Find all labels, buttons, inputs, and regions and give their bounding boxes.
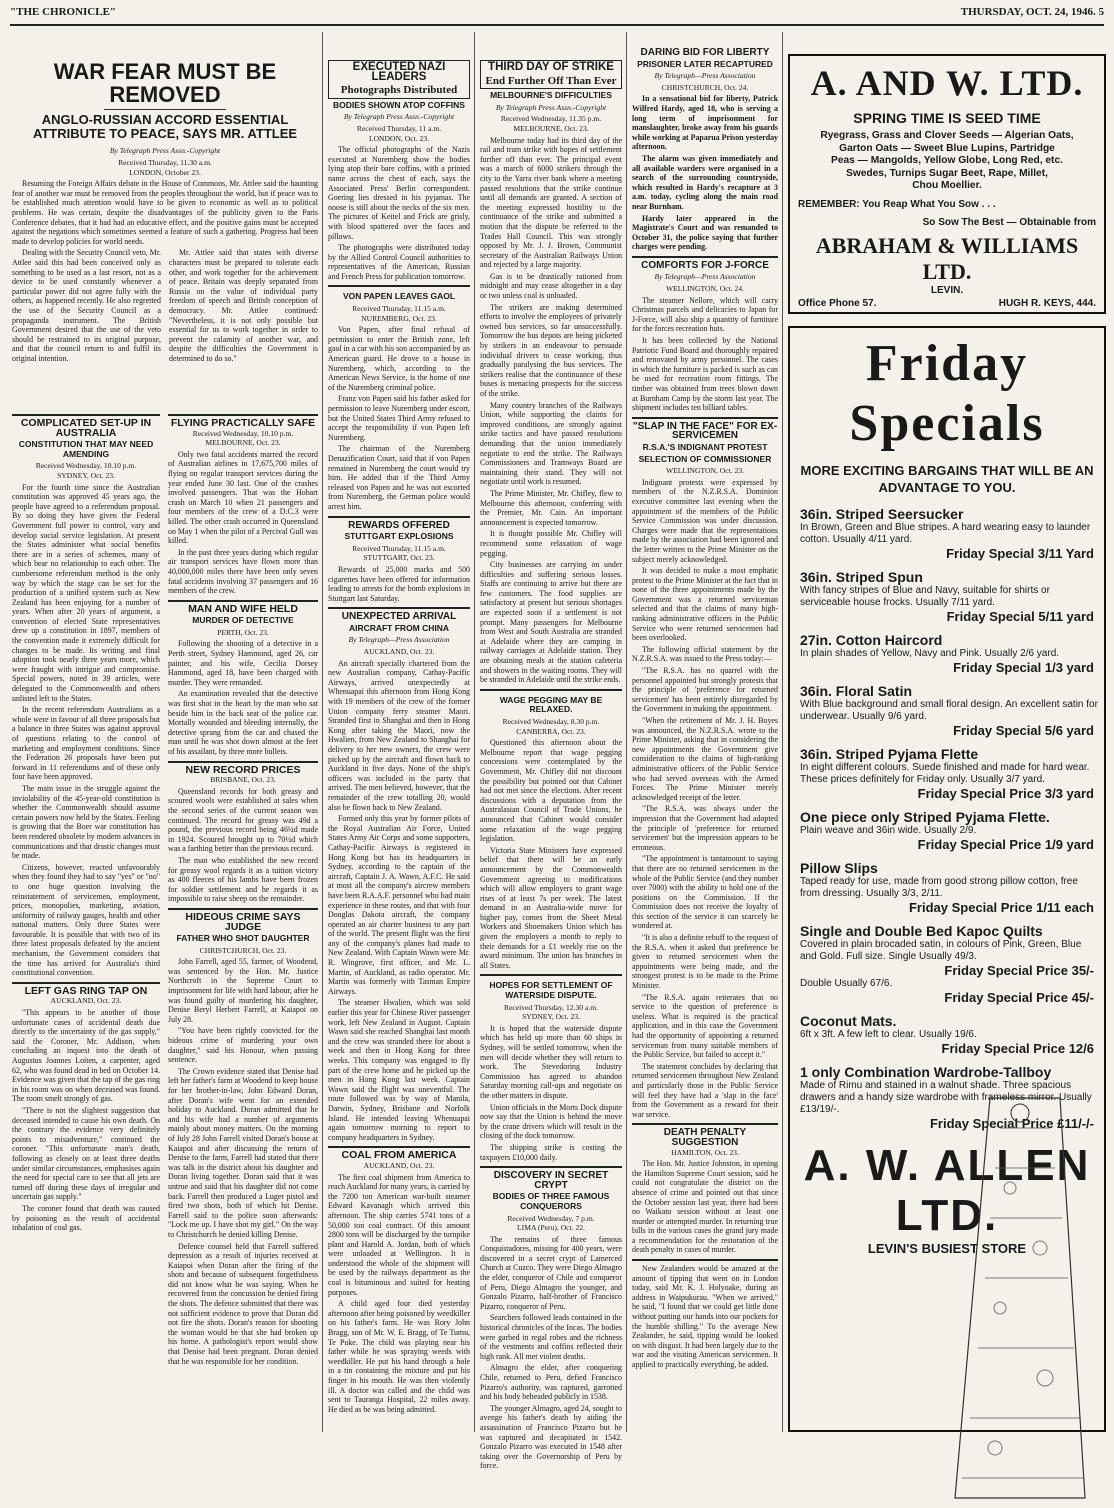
column-5: [632, 40, 778, 1434]
special-item: [800, 506, 1094, 561]
war-credit: By Telegraph Press Assn.-Copyright: [109, 146, 221, 156]
strike-sub2: MELBOURNE'S DIFFICULTIES: [490, 90, 612, 101]
liberty-para: Hardy later appeared in the Magistrate's Court and was remanded to October 31, the police saying that further charges were pending.: [632, 213, 778, 252]
aw-town: LEVIN.: [930, 284, 964, 296]
arrival-subhead: AIRCRAFT FROM CHINA: [348, 622, 450, 633]
slap-para: Indignant protests were expressed by members of the N.Z.R.S.A. Dominion executive committee last evening when the appointment of the members of the Public Service Commission was under discussion. Charges were made that the representations made by the association had been ignored and the letter written to the Prime Minister on the subject merely acknowledged.: [632, 477, 778, 564]
wage-headline: WAGE PEGGING MAY BE RELAXED.: [499, 694, 603, 715]
crypt-para: The younger Almagro, aged 24, sought to avenge his father's death by aiding the assassination of Francisco Pizarro but he was captured and decapitated in 1542. Gonzalo Pizarro was executed in 1548 after taking over the Governorship of Peru by force.: [480, 1403, 622, 1471]
special-item-price: Friday Special Price £11/-/-: [929, 1116, 1094, 1131]
special-item: [800, 746, 1094, 801]
arrival-para: An aircraft specially chartered from the new Australian company, Cathay-Pacific Airways, arrived unexpectedly at Whenuapai this afternoon from Hong Kong with 19 members of the crew of the former Union company ferry steamer Maori. Stranded first in Shanghai and then in Hong Kong after taking the Maori, now the Hwalien, from New Zealand to Shanghai for delivery to her new owners, the crew were picked up by the aircraft and flown back to Auckland in five days. None of the ship's officers was included in the party that arrived. The men believed, however, that the remainder of the crew totalling 20, would also be flown back to New Zealand.: [328, 658, 470, 812]
aw-phone: Office Phone 57.: [798, 297, 877, 309]
papen-received: Received Thursday, 11.15 a.m.: [352, 304, 446, 314]
waterside-para: The shipping strike is costing the taxpayers £10,000 daily.: [480, 1142, 622, 1162]
slap-para: "When the retirement of Mr. J. H. Boyes was announced, the N.Z.R.S.A. wrote to the Prime Minister, asking that in considering the new appointments the Government give consideration to the claims of high-ranking administrative officers of the Public Service who had served overseas with the Armed Forces. The Prime Minister merely acknowledged receipt of the letter.: [632, 716, 778, 802]
allen-slogan: LEVIN'S BUSIEST STORE: [867, 1241, 1027, 1256]
special-item-name: Single and Double Bed Kapoc Quilts: [800, 923, 1043, 939]
slap-para: The statement concludes by declaring that returned servicemen throughout New Zealand and particularly those in the Public Service will feel they have had a 'slap in the face' from the Government as a reward for their war service.: [632, 1061, 778, 1119]
rewards-subhead: STUTTGART EXPLOSIONS: [344, 531, 454, 542]
arrival-para: The steamer Hwalien, which was sold earlier this year for Chinese River passenger work, left New Zealand in August. Captain Wawn said she reached Shanghai last month and the crew was stranded there for about a week and then in Hong Kong for three weeks. This company was engaged to fly part of the crew home and he picked up the men in Hong Kong last week. Captain Wawn said the flight was uneventful. The route followed was by way of Manila, Darwin, Sydney, Brisbane and Norfolk Island. He intended leaving Whenuapai again tomorrow morning to report to company headquarters in Sydney.: [328, 998, 470, 1142]
crypt-para: Searchers followed leads contained in the historical chronicles of the Incas. The bodies were garbed in regal robes and the richness of the vestments and coffins reflected their high rank. All met violent deaths.: [480, 1313, 622, 1361]
special-item: [800, 683, 1098, 738]
coal-headline: COAL FROM AMERICA: [341, 1149, 457, 1162]
death-dateline: HAMILTON, Oct. 23.: [671, 1147, 739, 1157]
prices-para: Queensland records for both greasy and scoured wools were established at sales when the second series of the current season was continued. The record for greasy was 49d a pound, the previous record being 46¼d made in 1924. Scoured brought up to 70½d which was a farthing better than the previous record.: [168, 786, 318, 854]
complicated-headline: COMPLICATED SET-UP IN AUSTRALIA: [20, 417, 152, 439]
war-received: Received Thursday, 11.30 a.m.: [118, 158, 212, 168]
jforce-credit: By Telegraph—Press Association: [654, 272, 756, 282]
issue-date: THURSDAY, OCT. 24, 1946. 5: [960, 6, 1104, 18]
liberty-para: In a sensational bid for liberty, Patrick Wilfred Hardy, aged 18, who is serving a long term of imprisonment for manslaughter, broke away from his guards while working at Paparua Prison yesterday afternoon.: [632, 94, 778, 152]
papen-headline: VON PAPEN LEAVES GAOL: [342, 291, 456, 302]
special-item-price: Friday Special Price 12/6: [941, 1041, 1094, 1056]
strike-headline: THIRD DAY OF STRIKE: [488, 61, 614, 73]
special-item-price: Friday Special 1/3 yard: [953, 660, 1094, 675]
strike-received: Received Wednesday, 11.35 p.m.: [500, 114, 602, 124]
column-rule: [782, 32, 783, 1432]
aw-agent: HUGH R. KEYS, 444.: [998, 297, 1096, 309]
special-item-name: 36in. Floral Satin: [800, 683, 913, 699]
nazi-subhead: Photographs Distributed: [340, 84, 458, 97]
rewards-para: Rewards of 25,000 marks and 500 cigarettes have been offered for information leading to arrests for the bomb explosions in Stuttgart last Saturday.: [328, 564, 470, 603]
hideous-subhead: FATHER WHO SHOT DAUGHTER: [176, 933, 310, 944]
nazi-credit: By Telegraph Press Assn.-Copyright: [343, 112, 455, 122]
aw-seed-line: Ryegrass, Grass and Clover Seeds — Algerian Oats,: [820, 130, 1074, 141]
allen-friday-specials-ad: [788, 326, 1106, 1432]
column-2: [168, 410, 318, 1434]
war-headline: WAR FEAR MUST BE REMOVED: [53, 59, 277, 108]
column-4: [480, 60, 622, 1471]
waterside-received: Received Thursday, 12.30 a.m.: [503, 1002, 599, 1012]
column-rule: [322, 32, 323, 1432]
manwife-headline: MAN AND WIFE HELD: [188, 602, 298, 615]
rewards-headline: REWARDS OFFERED: [348, 519, 450, 531]
special-item: [800, 978, 1094, 1005]
special-item-description: Taped ready for use, made from good strong pillow cotton, free from dressing. Usually 3/3, 2/11.: [800, 876, 1078, 899]
specials-title: Specials: [849, 395, 1045, 452]
war-para: Dealing with the Security Council veto, Mr. Attlee said this had been conceived only as something to be used as a last resort, not as a device to be used constantly whenever a particular power did not agree fully with the others, as happened recently. He also regretted the use of the Security Council as a propaganda instrument. The British Government desired that the use of the veto should be restrained to its original purpose, and that the council return to and fulfil its original intention.: [12, 248, 161, 363]
abraham-williams-ad: [788, 54, 1106, 314]
papen-para: The chairman of the Nuremberg Denazification Court, said that if von Papen remained in Nuremberg the court would try him. He added that if the Third Army released von Papen and he was not escorted from Nuremberg, the German police would arrest him.: [328, 444, 470, 511]
prices-para: The man who established the new record for greasy wool regards it as a tuition victory as 400 fleeces of his lambs have been frozen for soldier settlement and he regards it as impossible to raise sheep on the remainder.: [168, 855, 318, 904]
aw-seed-line: Garton Oats — Sweet Blue Lupins, Partridge: [839, 142, 1055, 154]
waterside-para: Union officials in the Morts Dock dispute now say that the Union is behind the move by the crane drivers which will result in the closing of the dock tomorrow.: [480, 1102, 622, 1141]
aw-seed-line: Chou Moellier.: [912, 180, 982, 191]
column-rule: [474, 32, 475, 1432]
special-item: [800, 860, 1094, 915]
strike-credit: By Telegraph Press Assn.-Copyright: [495, 102, 607, 112]
hideous-dateline: CHRISTCHURCH, Oct. 23.: [199, 945, 287, 955]
war-fear-article: [12, 60, 318, 406]
special-item-price: Friday Special Price 35/-: [944, 963, 1094, 978]
nazi-dateline: LONDON, Oct. 23.: [368, 133, 430, 143]
gas-para: "This appears to be another of those unfortunate cases of accidental death due directly to the uncertainty of the gas supply," said the Coroner, Mr. Addison, when concluding an inquest into the death of Augustus Joannes Loiten, a carpenter, aged 62, who was found dead in bed on October 14. Evidence was given that the tap of the gas ring in his room was on when deceased was found. The room smelt strongly of gas.: [12, 1008, 160, 1104]
special-item-name: Pillow Slips: [800, 860, 878, 876]
header-rule: [10, 24, 1104, 26]
slap-sub2: SELECTION OF COMMISSIONER: [638, 453, 772, 464]
crypt-dateline: LIMA (Peru), Oct. 22.: [517, 1223, 585, 1233]
crypt-subhead: BODIES OF THREE FAMOUS CONQUERORS: [492, 1191, 610, 1211]
arrival-headline: UNEXPECTED ARRIVAL: [341, 611, 457, 623]
column-1: [12, 410, 160, 1434]
flying-para: Only two fatal accidents marred the record of Australian airlines in 17,675,700 miles of flying on regular transport services during the year ended June 30 last. One of the crashes involved passengers. That was the Hobart crash on March 10 when 21 passengers and four members of the crew of a D.C.3 were killed. The other crash occurred in Queensland on May 1 when the pilot of a Percival Gull was killed.: [168, 449, 318, 546]
strike-para: Gas is to be drastically rationed from midnight and may cease altogether in a day or two unless coal is unloaded.: [480, 271, 622, 301]
strike-subhead: End Further Off Than Ever: [485, 74, 617, 87]
rewards-dateline: STUTTGART, Oct. 23.: [363, 553, 435, 563]
nazi-para: The official photographs of the Nazis executed at Nuremberg show the bodies lying atop their bare coffins, with a printed name across the chest of each, says the Associated Press' Berlin correspondent. Goering lies dressed in his pyjamas. The noose is still about the necks of the six men. The pictures of Keitel and Frick are grisly, with blood spattered over the faces and pillows.: [328, 145, 470, 241]
slap-para: "The appointment is tantamount to saying that there are no returned servicemen in the whole of the Public Service (and they number over 7000) with the ability to hold one of the positions on the Commission. If the Commission does not receive the loyalty of this section of the service it can scarcely be wondered at.: [632, 854, 778, 931]
paper-name: "THE CHRONICLE": [10, 6, 117, 18]
strike-para: The strikers are making determined efforts to involve the employees of privately owned bus services, so far unsuccessfully. Tomorrow the bus depots are being picketed by strikers in an endeavour to persuade individual drivers to cease working, thus gradually paralysing the bus services. The strikers realise that the continuance of these buses is menacing prospects for the success of the strike.: [480, 302, 622, 398]
special-item-price: Friday Special Price 1/9 yard: [917, 837, 1094, 852]
hideous-para: John Farrell, aged 55, farmer, of Woodend, was sentenced by the Hon. Mr. Justice Northcroft in the Supreme Court to imprisonment for life with hard labour, after he was found guilty of murdering his daughter, Denise Beryl Herbert Farrell, at Kaiapoi on July 28.: [168, 957, 318, 1024]
jforce-dateline: WELLINGTON, Oct. 24.: [665, 284, 745, 294]
special-item-name: 36in. Striped Seersucker: [800, 506, 964, 522]
special-item-description: Plain weave and 36in wide. Usually 2/9.: [800, 825, 977, 836]
special-item-description: Made of Rimu and stained in a walnut shade. Three spacious drawers and a handy size wardrobe with frameless mirror. Usually £13/19/-.: [800, 1080, 1092, 1115]
special-item-description: Double Usually 67/6.: [800, 978, 893, 989]
slap-subhead: R.S.A.'S INDIGNANT PROTEST: [642, 441, 768, 452]
special-item-price: Friday Special 5/6 yard: [953, 723, 1094, 738]
aw-remember: REMEMBER: You Reap What You Sow . . .: [798, 198, 996, 210]
tipping-para: New Zealanders would be amazed at the amount of tipping that went on in London today, said Mr. K. J. Holyoake, during an address in Waipukurau. "When we arrived," he said, "I found that we could get little done without putting our hands into our pockets for the humble shilling." To the average New Zealander, he said, tipping would be looked on with disgust. It had been largely due to the war and the visiting American servicemen. It applied to practically everything, he added.: [632, 1264, 778, 1369]
strike-para: City businesses are carrying on under difficulties and suffering serious losses. Staffs are continuing to arrive but there are few customers. The food supplies are satisfactory at present but serious shortages are expected soon if a settlement is not prompt. Many passengers for Melbourne from West and South Australia are stranded at Adelaide where they are camping in railway carriages at Adelaide station. They are obtaining meals at the station cafeteria and showers in the waiting rooms. They will be stranded in Adelaide until the strike ends.: [480, 560, 622, 685]
aw-seed-line: Swedes, Turnips Sugar Beet, Rape, Millet,: [846, 167, 1048, 179]
aw-tagline: SPRING TIME IS SEED TIME: [853, 110, 1041, 126]
aw-seed-line: Peas — Mangolds, Yellow Globe, Long Red, etc.: [831, 155, 1063, 166]
special-item: [800, 569, 1094, 624]
hideous-para: Defence counsel held that Farrell suffered depression as a result of injuries received at Kaiapoi when Doran after the firing of the shots and because of subsequent forgetfulness did not know what he was saying. When he recovered from the concussion he denied firing the shots. The defence submitted that there was not sufficient evidence to prove that Doran did not fire the shots. Doran's reason for shooting the woman would be that she had broken up his home. A pathologist's report would show that Denise had been pregnant. Doran denied that he was responsible for her condition.: [168, 1241, 318, 1366]
slap-para: "The R.S.A. has no quarrel with the personnel appointed but strongly protests that the principle of 'preference for returned servicemen' has been entirely disregarded by the Government in making the appointment.: [632, 666, 778, 714]
war-subhead: ANGLO-RUSSIAN ACCORD ESSENTIAL ATTRIBUTE TO PEACE, SAYS MR. ATTLEE: [32, 112, 298, 141]
page-header: [10, 6, 1104, 24]
liberty-para: The alarm was given immediately and all available warders were organised in a search of the surrounding countryside, which resulted in Hardy's recapture at 3 a.m. today, cycling along the main road near Burnham.: [632, 153, 778, 211]
complicated-subhead: CONSTITUTION THAT MAY NEED AMENDING: [18, 439, 154, 459]
special-item-name: 1 only Combination Wardrobe-Tallboy: [800, 1064, 1052, 1080]
war-dateline: LONDON, October 23.: [129, 167, 201, 177]
aw-company: A. AND W. LTD.: [810, 63, 1084, 103]
complicated-para: In the recent referendum Australians as a whole were in favour of all three proposals but a balance in three States was against approval of questions relating to the control of marketing and employment conditions. Since the Federation 26 proposals have been put forward in 11 referendums and of these only four have been approved.: [12, 705, 160, 782]
wage-received: Received Wednesday, 8.30 p.m.: [502, 717, 600, 726]
slap-para: "It is also a definite rebuff to the request of the R.S.A. when it asked that preference be given to returned servicemen when the appointments were being made, and the strongest protest is to be made to the Prime Minister.: [632, 933, 778, 991]
arrival-dateline: AUCKLAND, Oct. 23.: [363, 647, 435, 657]
special-item-description: In plain shades of Yellow, Navy and Pink. Usually 2/6 yard.: [800, 648, 1060, 659]
arrival-para: Formed only this year by former pilots of the Royal Australian Air Force, United States Army Air Corps and some supporters, Cathay-Pacific Airways is registered in Hong Kong but has its headquarters in Sydney, according to the captain of the aircraft, Captain J. A. Wawn, A.F.C. He said at most all the company's aircrew members have been R.A.A.F. personnel who had main experience in these routes, and that with four Douglas Dakota aircraft, the company operated an air charter business to any part of the world. The present flight was the first any of the company's planes had made to New Zealand. With Captain Wawn were Mr. R. Wingrove, first officer, and Mr. L. Martin, of Auckland, as radio operator. Mr. Martin was formerly with Tasman Empire Airways.: [328, 814, 470, 996]
strike-dateline: MELBOURNE, Oct. 23.: [513, 123, 589, 133]
prices-headline: NEW RECORD PRICES: [185, 763, 301, 776]
special-item: [800, 1013, 1094, 1056]
papen-para: Franz von Papen said his father asked for permission to leave Nuremberg under escort, but the United States Third Army refused to accept the responsibility if von Papen left Nuremberg.: [328, 394, 470, 442]
allen-items-list: [800, 506, 1098, 1131]
hideous-headline: HIDEOUS CRIME SAYS JUDGE: [185, 910, 301, 933]
special-item-price: Friday Special 3/11 Yard: [946, 546, 1094, 561]
death-para: The Hon. Mr. Justice Johnston, in opening the Hamilton Supreme Court session, said he could not congratulate the district on the absence of crime and pointed out that since the October session last year, there had been no Waikato session without at least one murder or attempted murder. In returning true bills in the various cases the grand jury made a recommendation for the restoration of the death penalty in cases of murder.: [632, 1159, 778, 1255]
nazi-headline: EXECUTED NAZI LEADERS: [352, 61, 446, 83]
manwife-para: Following the shooting of a detective in a Perth street, Sydney Hammond, aged 26, car painter, and his wife, Cecilia Dorsey Hammond, aged 18, have been charged with murder. They were remanded.: [168, 639, 318, 687]
rewards-received: Received Thursday, 11.15 a.m.: [352, 543, 446, 553]
liberty-credit: By Telegraph—Press Association: [654, 71, 756, 81]
special-item-name: One piece only Striped Pyjama Flette.: [800, 809, 1050, 825]
gas-headline: LEFT GAS RING TAP ON: [24, 984, 148, 997]
waterside-para: It is hoped that the waterside dispute which has held up more than 60 ships in Sydney, will be settled tomorrow, when the men will decide whether they will return to work. The Stevedoring Industry Commission has agreed to abandon Saturday morning call-ups and negotiate on the other matters in dispute.: [480, 1023, 622, 1100]
strike-para: Melbourne today had its third day of the rail and tram strike with hopes of settlement further off than ever. The principal event was a march of 6000 strikers through the city to the Yarra river bank where a meeting passed resolutions that the strike continue until all demands are granted. A section of the meeting expressed hostility to the continuance of the strike and submitted a motion that the dispute be referred to the Trades Hall Council. This was strongly opposed by Mr. J. J. Brown, Communist secretary of the Australian Railways Union and rejected by a large majority.: [480, 135, 622, 270]
fabric-model-illustration: [950, 1088, 1090, 1508]
liberty-dateline: CHRISTCHURCH, Oct. 24.: [661, 82, 749, 92]
death-headline: DEATH PENALTY SUGGESTION: [663, 1127, 747, 1148]
gas-para: "There is not the slightest suggestion that deceased intended to cause his own death. On the contrary the evidence very definitely points to misadventure," continued the coroner. "This unfortunate man's death, following as closely on at least three deaths under similar circumstances, emphasises again the need for special care to see that all jets are turned off during these days of irregular and uncertain gas supply.": [12, 1105, 160, 1202]
manwife-subhead: MURDER OF DETECTIVE: [192, 615, 294, 626]
special-item-price: Friday Special Price 1/11 each: [908, 900, 1094, 915]
manwife-dateline: PERTH, Oct. 23.: [217, 627, 269, 637]
coal-dateline: AUCKLAND, Oct. 23.: [363, 1160, 435, 1170]
aw-remember: So Sow The Best — Obtainable from: [922, 216, 1096, 228]
waterside-headline: HOPES FOR SETTLEMENT OF WATERSIDE DISPUTE.: [489, 980, 613, 1001]
war-para: Mr. Attlee said that states with diverse characters must be prepared to tolerate each other, and work together for the achievement of peace. Britain was deeply separated from Russia on the value of individual party freedom of speech and British conception of democracy. Mr. Attlee continued: "Nevertheless, it is not only possible but essential for us to work together in order to prevent the calamity of another war, and despite the difficulties the Government is determined to do so.": [169, 248, 318, 363]
special-item-price: Friday Special Price 3/3 yard: [917, 786, 1094, 801]
crypt-para: The remains of three famous Conquistadores, missing for 400 years, were discovered in a secret crypt of Lamerced Church at Cuzco. They were Diego Almagro the elder, conqueror of Chile and conqueror of Peru, Diego Almagro the younger, and Gonzalo Pizarro, half-brother of Francisco Pizarro, conqueror of Peru.: [480, 1234, 622, 1311]
liberty-headline: DARING BID FOR LIBERTY: [640, 47, 770, 58]
strike-para: Many country branches of the Railways Union, while supporting the claims for improved conditions, are strongly against strike tactics and have passed resolutions demanding that the union immediately negotiate to end the strike. The Railways Commissioners and Tramways Board are maintaining their stand. They will not negotiate until work is resumed.: [480, 400, 622, 487]
slap-para: "The R.S.A. was always under the impression that the Government had adopted the principle of 'preference for returned servicemen' but the impression appears to be erroneous.: [632, 804, 778, 852]
prices-dateline: BRISBANE, Oct. 23.: [210, 775, 276, 785]
slap-headline: "SLAP IN THE FACE" FOR EX-SERVICEMEN: [632, 420, 778, 442]
special-item-description: Covered in plain brocaded satin, in colours of Pink, Green, Blue and Gold. Full size. Single Usually 49/3.: [800, 939, 1082, 962]
flying-headline: FLYING PRACTICALLY SAFE: [170, 417, 316, 429]
special-item-price: Friday Special Price 45/-: [944, 990, 1094, 1005]
hideous-para: The Crown evidence stated that Denise had left her father's farm at Woodend to keep house for her brother-in-law, John Edward Doran, after Doran's wife went for an extended holiday to Auckland. Doran admitted that he and his wife had a number of arguments mainly about money matters. On the morning of July 28 John Farrell visited Doran's house at Kaiapoi and after discussing the return of Denise to the farm, Farrell had stated that there was talk in the district about his daughter and Doran living together. Doran said that it was untrue and said that his daughter did not come back. Farrell then produced a Luger pistol and fired two shots, both of which hit Denise. Farrell said to the police soon afterwards: "Lock me up. I have shot my girl." On the way to Christchurch he denied killing Denise.: [168, 1066, 318, 1239]
crypt-headline: DISCOVERY IN SECRET CRYPT: [493, 1170, 609, 1191]
wage-dateline: CANBERRA, Oct. 23.: [516, 726, 586, 736]
flying-dateline: MELBOURNE, Oct. 23.: [205, 438, 281, 448]
allen-intro: MORE EXCITING BARGAINS THAT WILL BE AN ADVANTAGE TO YOU.: [800, 463, 1094, 495]
special-item: [800, 809, 1094, 852]
jforce-para: It has been collected by the National Patriotic Fund Board and thoroughly repaired and renovated by army personnel. The cases in which the furniture is packed is such as can be used for recreation room fittings. The timber was obtained from trees blown down at Burnham Camp by the storm last year. The shipment includes ten billiard tables.: [632, 336, 778, 413]
slap-dateline: WELLINGTON, Oct. 23.: [665, 466, 745, 476]
war-para: Resuming the Foreign Affairs debate in the House of Commons, Mr. Attlee said the haunting fear of another war must be removed from the peoples throughout the world, but if peace was to be established much attention would have to be given to economic as well as to political problems. He was certain, despite the disadvantages of the publicity given to the Paris Conference debates, that it had had an educative effect, and the positive gains must be accepted against the negations which sometimes seemed a feature of such a gathering. Progress had been made to develop policies for world needs.: [12, 179, 318, 246]
special-item-description: With Blue background and small floral design. An excellent satin for underwear. Usually 9/6 yard.: [800, 699, 1098, 722]
coal-para: The first coal shipment from America to reach Auckland for many years, is carried by the 7200 ton American war-built steamer Edward Kavanagh which arrived this afternoon. The ship carries 5741 tons of a 50,000 ton coal contract. Of this amount 2800 tons will be discharged by the turnpike plant and Harold A. Jordan, both of which were unloaded at Wellington. It is understood the whole of the shipment will be used by the railways department as the coal is bituminous and suited for heating purposes.: [328, 1172, 470, 1297]
special-item-description: In Brown, Green and Blue stripes. A hard wearing easy to launder cotton. Usually 4/11 yard.: [800, 522, 1091, 545]
column-rule: [626, 32, 627, 1432]
coal-para: A child aged four died yesterday afternoon after being poisoned by weedkiller on his father's farm. He was Rory John Bragg, son of Mr. W. E. Bragg, of Te Tumu, Te Puke. The child was playing near his father while he was spraying weeds with weedkiller. He put his hand through a hole in a tin containing the mixture and put his finger in his mouth. He was then violently ill. A doctor was called and the child was sent to Tauranga Hospital, 22 miles away. He died as he was being admitted.: [328, 1299, 470, 1414]
special-item-description: With fancy stripes of Blue and Navy, suitable for shirts or serviceable house frocks. Usually 7/11 yard.: [800, 585, 1050, 608]
slap-para: "The R.S.A. again reiterates that no service to the question of preference is useless. What is required is the practical application, and in this case the Government had the opportunity of appointing a returned serviceman from many suitable members of the Public Service, but failed to accept it.": [632, 992, 778, 1060]
strike-para: It is thought possible Mr. Chifley will recommend some relaxation of wage pegging.: [480, 529, 622, 558]
nazi-para: The photographs were distributed today by the Allied Control Council authorities to representatives of the American, Russian and French Press for publication tomorrow.: [328, 243, 470, 281]
nazi-received: Received Thursday, 11 a.m.: [356, 123, 442, 133]
flying-received: Received Wednesday, 10.10 p.m.: [192, 428, 294, 438]
arrival-credit: By Telegraph—Press Association: [348, 635, 450, 645]
liberty-subhead: PRISONER LATER RECAPTURED: [637, 58, 773, 69]
hideous-para: "You have been rightly convicted for the hideous crime of murdering your own daughter," said his Honour, when passing sentence.: [168, 1026, 318, 1065]
complicated-para: Citizens, however, reacted unfavourably when they found they had to say "yes" or "no" to one huge question involving the reinstatement of servicemen, employment, prices, monopolies, marketing, aviation, uniformity of railway gauges, health and other national matters. Only three States were favourable. It is possible that with two of its three latest proposals defeated by the ancient mechanism, the Government considers that the time has arrived for Australia's third constitutional convention.: [12, 862, 160, 978]
gas-para: The coroner found that death was caused by poisoning as the result of accidental inhalation of coal gas.: [12, 1203, 160, 1233]
special-item-name: 36in. Striped Pyjama Flette: [800, 746, 979, 762]
column-3: [328, 60, 470, 1434]
slap-para: It was decided to make a most emphatic protest to the Prime Minister at the fact that in none of the three appointments made by the Government was a returned serviceman selected and that the claims of many high-ranking administrative officers in the Public Service who were returned servicemen had been overlooked.: [632, 566, 778, 643]
slap-para: The following official statement by the N.Z.R.S.A. was issued to the Press today:—: [632, 644, 778, 664]
special-item: [800, 923, 1094, 978]
wage-para: Victoria State Ministers have expressed belief that there will be an early announcement by the Commonwealth Government agreeing to modifications which will allow employers to grant wage rises of at least 7s per week. The latest demand in an Australia-wide move for higher pay, comes from the Sheet Metal Workers and Shoemakers Union which has given the employers a month to reply to their demands for a £1 weekly rise on the award minimum. The union has branches in all States.: [480, 845, 622, 970]
crypt-received: Received Wednesday, 7 p.m.: [507, 1213, 595, 1223]
special-item-name: 36in. Striped Spun: [800, 569, 923, 585]
nazi-sub2: BODIES SHOWN ATOP COFFINS: [333, 99, 465, 110]
waterside-dateline: SYDNEY, Oct. 23.: [522, 1012, 580, 1022]
allen-company: A. W. ALLEN LTD.: [803, 1141, 1091, 1240]
special-item: [800, 632, 1094, 675]
special-item-description: 6ft x 3ft. A few left to clear. Usually 19/6.: [800, 1029, 977, 1040]
special-item-description: In eight different colours. Suede finished and made for hard wear. These prices definitely for Friday only. Usually 3/7 yard.: [800, 762, 1090, 785]
wage-para: Questioned this afternoon about the Melbourne report that wage pegging concessions were contemplated by the Government, Mr. Chifley did not discount the possibility but pointed out that Cabinet had not met since the elections. After recent discussions with a deputation from the Australasian Council of Trade Unions, he announced that Cabinet would consider some relaxation of the wage pegging legislation.: [480, 738, 622, 844]
special-item-price: Friday Special 5/11 yard: [946, 609, 1094, 624]
complicated-para: For the fourth time since the Australian constitution was approved 45 years ago, the people have agreed to a referendum proposal. By so doing they have given the Federal Government full power to control, vary and develop social service legislation. At present the States administer what social benefits there are in a series of schemes, many of which bear no relationship to each other. The cumbersome referendum method is the only way by which the stage can be set for the production of a unified system such as New Zealand has been enjoying for a number of years. When after 20 years of argument, a convention of elected State representatives drew up a constitution in 1897, members of the convention made it extremely difficult for changes to be made. Its writing and final adoption took nearly three years more, which were fraught with intrigue and compromise. Special powers, noted in 39 articles, were delegated to the Commonwealth and others unlisted left to the States.: [12, 482, 160, 703]
gas-dateline: AUCKLAND, Oct. 23.: [50, 996, 122, 1006]
jforce-headline: COMFORTS FOR J-FORCE: [641, 259, 769, 271]
papen-dateline: NUREMBERG, Oct. 23.: [361, 313, 437, 323]
jforce-para: The steamer Nellore, which will carry Christmas parcels and delicacies to Japan for J-Force, will also ship a quantity of furniture for the forces recreation huts.: [632, 295, 778, 334]
special-item-name: Coconut Mats.: [800, 1013, 897, 1029]
papen-para: Von Papen, after final refusal of permission to enter the British zone, left gaol in a car with his son accompanied by an American guard. He drove to a house in Nuremberg, which, according to the American News Service, is the home of one of the Nuremberg criminal police.: [328, 325, 470, 392]
flying-para: In the past three years during which regular air transport services have flown more than 40,000,000 miles there have been only seven fatal accidents involving 37 passengers and 16 members of the crew.: [168, 547, 318, 596]
friday-title: Friday: [865, 335, 1029, 392]
special-item-name: 27in. Cotton Haircord: [800, 632, 943, 648]
complicated-para: The main issue in the struggle against the inviolability of the 45-year-old constitution is whether the Commonwealth should assume certain powers now held by the States. Feeling is growing that the Boer war constitution has been rendered obsolete by modern advances in communications and that drastic changes must be made.: [12, 783, 160, 861]
aw-firm: ABRAHAM & WILLIAMS LTD.: [815, 232, 1079, 284]
crypt-para: Almagro the elder, after conquering Chile, returned to Peru, defied Francisco Pizarro's authority, was captured, garrotted and his body beheaded publicly in 1538.: [480, 1363, 622, 1402]
complicated-dateline: SYDNEY, Oct. 23.: [57, 470, 115, 480]
complicated-received: Received Wednesday, 10.10 p.m.: [35, 461, 137, 471]
strike-para: The Prime Minister, Mr. Chifley, flew to Melbourne this afternoon, conferring with the Premier, Mr. Cain. An important announcement is expected tomorrow.: [480, 488, 622, 527]
manwife-para: An examination revealed that the detective was first shot in the heart by the man who sat beside him in the back seat of the police car. Mortally wounded and bleeding internally, the detective sprang from the car and chased the man until he was shot down almost at the feet of his assailant, by three more bullets.: [168, 689, 318, 756]
